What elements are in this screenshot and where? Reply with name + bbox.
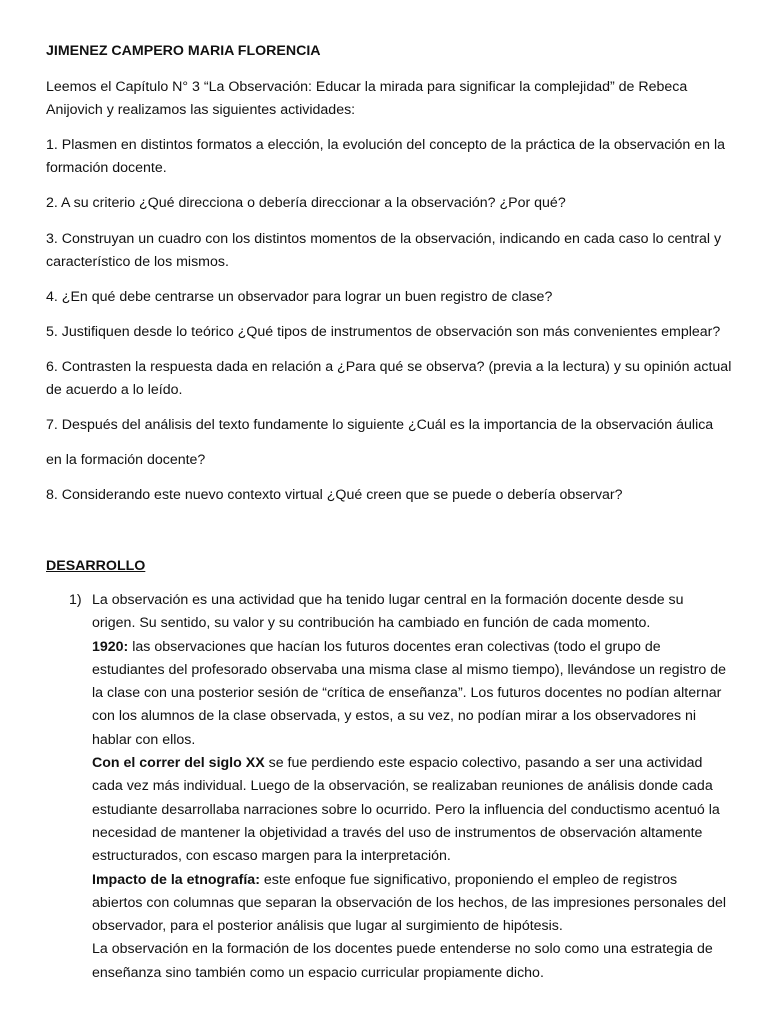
label-etnografia: Impacto de la etnografía: (92, 871, 260, 888)
answer-1-body (92, 589, 729, 985)
text-1920: las observaciones que hacían los futuros docentes eran colectivas (todo el grupo de estudiantes del profesorado observaba una misma clase al mismo tiempo), llevándose un registro de la clase con una posterior sesión de “crítica de enseñanza”. Los futuros docentes no podían alternar con los alumnos de la clase observada, y estos, a su vez, no podían mirar a los observadores ni hablar con ellos. (92, 638, 727, 748)
question-7-continued: en la formación docente? (46, 452, 206, 468)
answer-1-number: 1) (69, 592, 82, 608)
answer-1 (69, 589, 729, 985)
question-2: 2. A su criterio ¿Qué direcciona o debería direccionar a la observación? ¿Por qué? (46, 195, 566, 211)
answer-1-etnografia (92, 869, 729, 939)
answer-1-1920 (92, 636, 729, 752)
text-etnografia: este enfoque fue significativo, proponiendo el empleo de registros abiertos con columnas que separan la observación de los hechos, de las impresiones personales del observador, para el posterior análisis que lugar al surgimiento de hipótesis. (92, 871, 727, 935)
answer-1-intro: La observación es una actividad que ha tenido lugar central en la formación docente desde su origen. Su sentido, su valor y su contribución ha cambiado en función de cada momento. (92, 592, 684, 632)
answer-1-siglo-xx (92, 752, 729, 868)
section-heading: DESARROLLO (46, 558, 146, 574)
label-1920: 1920: (92, 638, 129, 655)
answer-1-closing: La observación en la formación de los docentes puede entenderse no solo como una estrategia de enseñanza sino también como un espacio curricular propiamente dicho. (92, 941, 713, 981)
question-7: 7. Después del análisis del texto fundamente lo siguiente ¿Cuál es la importancia de la observación áulica (46, 417, 714, 433)
question-4: 4. ¿En qué debe centrarse un observador para lograr un buen registro de clase? (46, 289, 553, 305)
text-siglo-xx: se fue perdiendo este espacio colectivo, pasando a ser una actividad cada vez más individual. Luego de la observación, se realizaban reuniones de análisis donde cada estudiante desarrollaba narraciones sobre lo ocurrido. Pero la influencia del conductismo acentuó la necesidad de mantener la objetividad a través del uso de instrumentos de observación altamente estructurados, con escaso margen para la interpretación. (92, 755, 720, 865)
question-1: 1. Plasmen en distintos formatos a elección, la evolución del concepto de la práctica de la observación en la formación docente. (46, 137, 726, 176)
question-5: 5. Justifiquen desde lo teórico ¿Qué tipos de instrumentos de observación son más convenientes emplear? (46, 324, 721, 340)
question-8: 8. Considerando este nuevo contexto virtual ¿Qué creen que se puede o debería observar? (46, 487, 623, 503)
question-3: 3. Construyan un cuadro con los distintos momentos de la observación, indicando en cada caso lo central y característico de los mismos. (46, 231, 722, 270)
question-6: 6. Contrasten la respuesta dada en relación a ¿Para qué se observa? (previa a la lectura) y su opinión actual de acuerdo a lo leído. (46, 359, 732, 398)
intro-paragraph: Leemos el Capítulo N° 3 “La Observación: Educar la mirada para significar la complejidad” de Rebeca Anijovich y realizamos las siguientes actividades: (46, 79, 688, 118)
author-name: JIMENEZ CAMPERO MARIA FLORENCIA (46, 43, 321, 59)
label-siglo-xx: Con el correr del siglo XX (92, 755, 265, 772)
